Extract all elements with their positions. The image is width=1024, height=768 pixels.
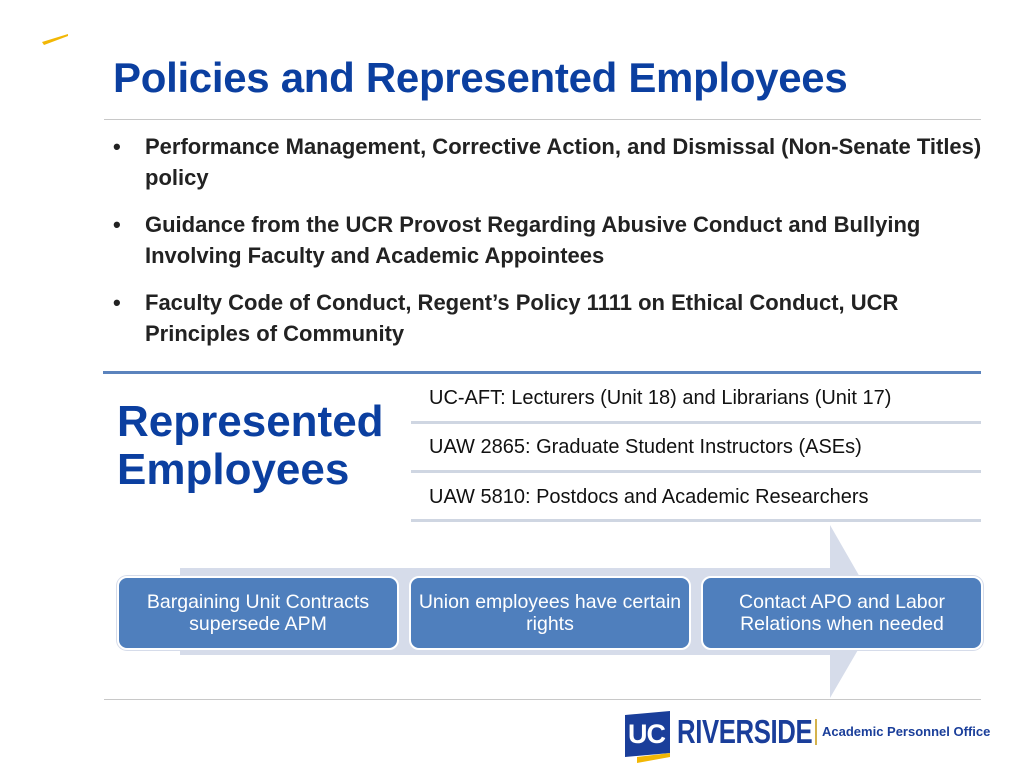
represented-employees-heading: Represented Employees bbox=[117, 397, 384, 494]
logo-office: Academic Personnel Office bbox=[822, 724, 991, 739]
ucr-logo: UC bbox=[625, 711, 670, 757]
union-unit-item: UAW 2865: Graduate Student Instructors (ASEs) bbox=[429, 436, 862, 458]
union-unit-item: UAW 5810: Postdocs and Academic Researchers bbox=[429, 486, 869, 508]
process-step: Contact APO and Labor Relations when needed bbox=[701, 576, 983, 650]
slide: Policies and Represented Employees • Performance Management, Corrective Action, and Dismissal (Non-Senate Titles) policy • Guidance from the UCR Provost Regarding Abusive Conduct and Bullying Involving Faculty and Academic Appointees • Faculty Code of Conduct, Regent’s Policy 1111 on Ethical Conduct, UCR Principles of Community Represented Employees UC-AFT: Lecturers (Unit 18) and Librarians (Unit 17) UAW 2865: Graduate Student Instructors (ASEs) UAW 5810: Postdocs and Academic Researchers Bargaining Unit Contracts supersede APM Union employees have certain rights Contact APO and Labor Relations when needed UC RIVERSIDE Academic Personnel Office bbox=[0, 0, 1024, 768]
logo-name: RIVERSIDE bbox=[677, 713, 813, 750]
process-step: Bargaining Unit Contracts supersede APM bbox=[117, 576, 399, 650]
footer-divider bbox=[104, 699, 981, 700]
union-unit-item: UC-AFT: Lecturers (Unit 18) and Librarians (Unit 17) bbox=[429, 387, 892, 409]
page-title: Policies and Represented Employees bbox=[113, 54, 848, 101]
process-step: Union employees have certain rights bbox=[409, 576, 691, 650]
logo-separator bbox=[815, 719, 817, 745]
